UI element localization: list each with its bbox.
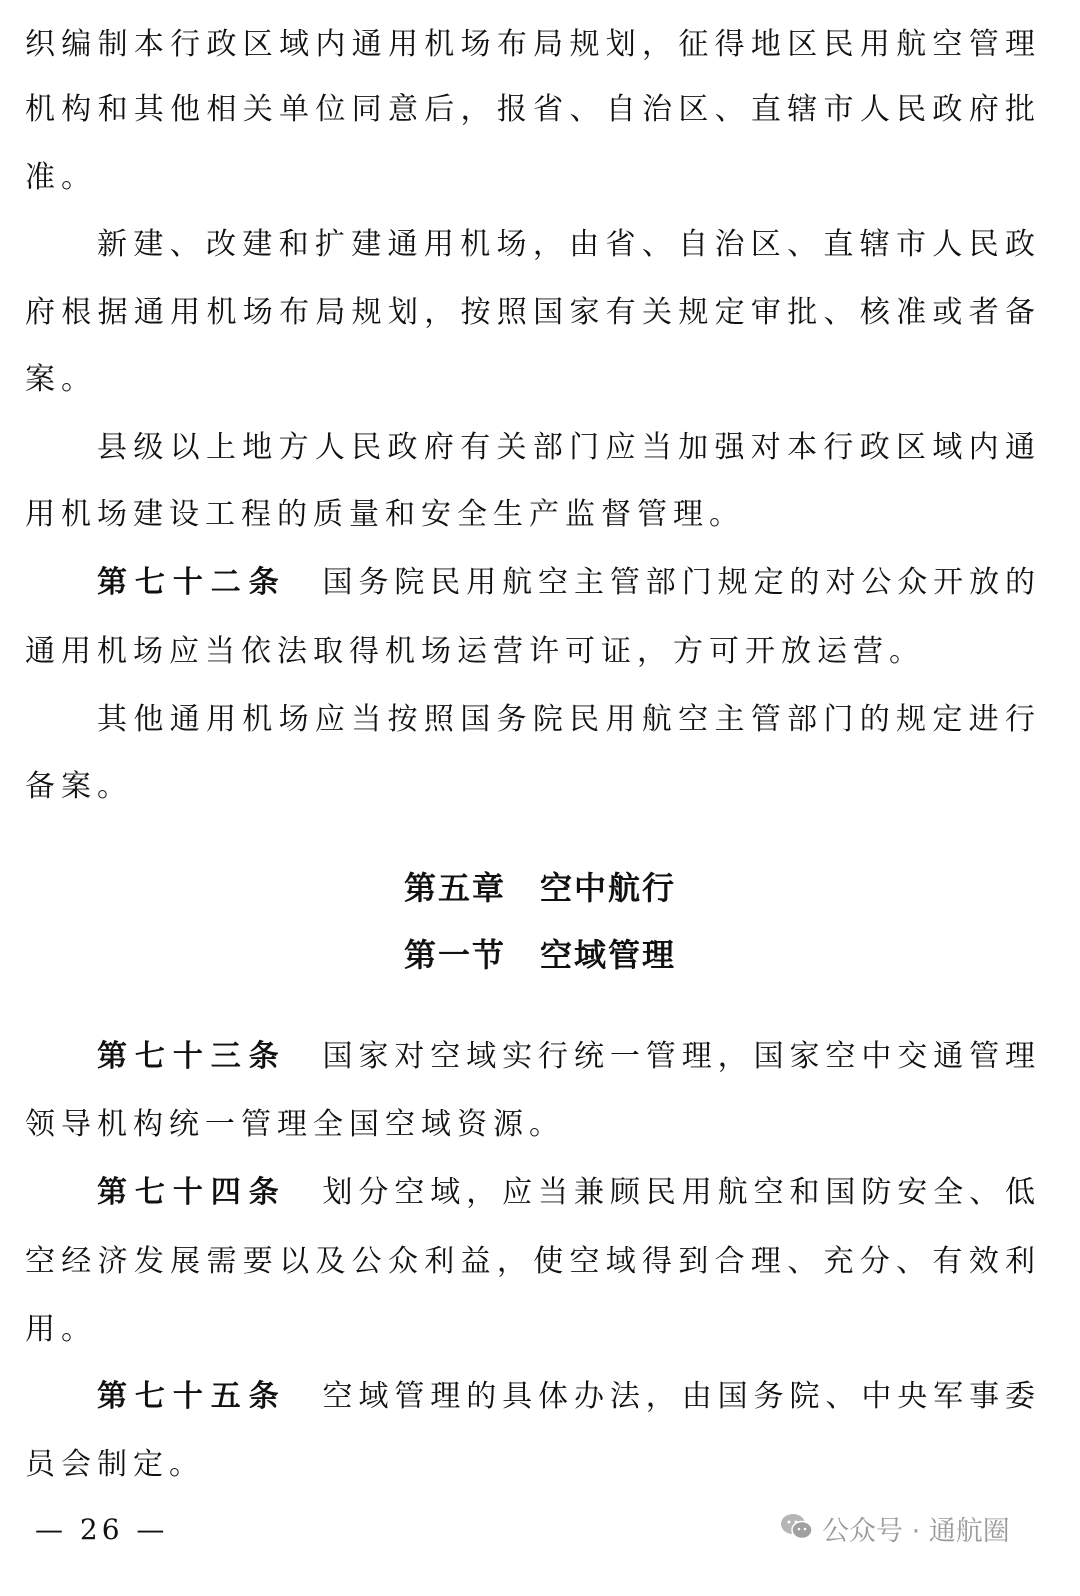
article-72: [97, 563, 1035, 603]
article-label: 第七十三条: [97, 1039, 287, 1074]
text-line: 府根据通用机场布局规划，按照国家有关规定审批、核准或者备: [25, 295, 1035, 330]
text-line: 员会制定。: [25, 1447, 205, 1482]
article-label: 第七十四条: [97, 1175, 287, 1210]
text-line: 用机场建设工程的质量和安全生产监督管理。: [25, 497, 745, 532]
section-heading: 第一节 空域管理: [403, 936, 676, 974]
text-line: 领导机构统一管理全国空域资源。: [25, 1107, 565, 1142]
article-75: [97, 1377, 1035, 1417]
text-line: 织编制本行政区域内通用机场布局规划，征得地区民用航空管理: [25, 27, 1035, 62]
text-line: 案。: [25, 362, 97, 397]
wechat-icon: [780, 1512, 814, 1552]
text-line: 其他通用机场应当按照国务院民用航空主管部门的规定进行: [97, 702, 1035, 737]
watermark-text: 公众号 · 通航圈: [822, 1516, 1010, 1547]
article-text: 划分空域，应当兼顾民用航空和国防安全、低: [322, 1175, 1036, 1210]
article-text: 国务院民用航空主管部门规定的对公众开放的: [322, 565, 1036, 600]
text-line: 用。: [25, 1312, 97, 1347]
text-line: 空经济发展需要以及公众利益，使空域得到合理、充分、有效利: [25, 1244, 1035, 1279]
article-label: 第七十五条: [97, 1379, 287, 1414]
text-line: 县级以上地方人民政府有关部门应当加强对本行政区域内通: [97, 430, 1035, 465]
article-label: 第七十二条: [97, 565, 287, 600]
page-number: — 26 —: [35, 1513, 169, 1546]
article-text: 国家对空域实行统一管理，国家空中交通管理: [322, 1039, 1036, 1074]
chapter-heading: 第五章 空中航行: [403, 869, 676, 907]
watermark: [780, 1512, 1010, 1552]
article-73: [97, 1037, 1035, 1077]
text-line: 备案。: [25, 769, 133, 804]
text-line: 准。: [25, 160, 97, 195]
text-line: 新建、改建和扩建通用机场，由省、自治区、直辖市人民政: [97, 227, 1035, 262]
article-text: 空域管理的具体办法，由国务院、中央军事委: [322, 1379, 1036, 1414]
article-74: [97, 1173, 1035, 1213]
text-line: 机构和其他相关单位同意后，报省、自治区、直辖市人民政府批: [25, 92, 1035, 127]
text-line: 通用机场应当依法取得机场运营许可证，方可开放运营。: [25, 634, 925, 669]
